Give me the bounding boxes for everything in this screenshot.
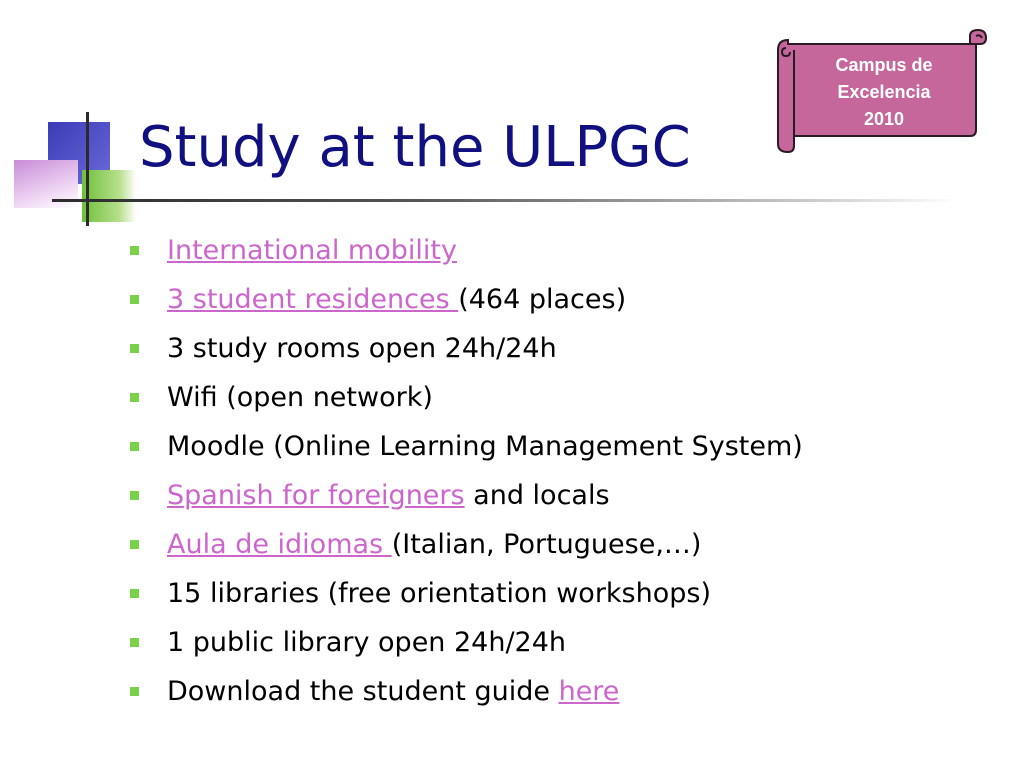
square-bullet-icon xyxy=(130,589,139,598)
badge-line-2: Excelencia xyxy=(837,82,931,102)
list-item xyxy=(128,275,803,324)
list-item xyxy=(128,667,803,716)
list-item-text: 1 public library open 24h/24h xyxy=(167,627,567,658)
list-item-text: and locals xyxy=(464,480,610,511)
list-item-text: Download the student guide xyxy=(167,676,559,707)
list-item-text: Moodle (Online Learning Management System) xyxy=(167,431,803,462)
list-item-text: 15 libraries (free orientation workshops) xyxy=(167,578,711,609)
list-item xyxy=(128,226,803,275)
decorative-vertical-line xyxy=(86,112,89,226)
badge-line-3: 2010 xyxy=(863,109,905,129)
square-bullet-icon xyxy=(130,246,139,255)
list-item xyxy=(128,373,803,422)
list-item xyxy=(128,471,803,520)
student-guide-here-link[interactable]: here xyxy=(558,676,620,707)
list-item-text: (464 places) xyxy=(458,284,627,315)
list-item xyxy=(128,618,803,667)
aula-de-idiomas-link[interactable]: Aula de idiomas xyxy=(167,529,392,560)
square-bullet-icon xyxy=(130,393,139,402)
square-bullet-icon xyxy=(130,687,139,696)
square-bullet-icon xyxy=(130,638,139,647)
square-bullet-icon xyxy=(130,491,139,500)
campus-badge-text xyxy=(796,52,972,133)
slide-title: Study at the ULPGC xyxy=(139,115,691,180)
list-item xyxy=(128,324,803,373)
square-bullet-icon xyxy=(130,442,139,451)
list-item xyxy=(128,569,803,618)
student-residences-link[interactable]: 3 student residences xyxy=(167,284,459,315)
list-item-text: (Italian, Portuguese,…) xyxy=(391,529,702,560)
list-item xyxy=(128,520,803,569)
list-item-text: 3 study rooms open 24h/24h xyxy=(167,333,557,364)
square-bullet-icon xyxy=(130,344,139,353)
bullet-list xyxy=(128,226,803,716)
list-item xyxy=(128,422,803,471)
international-mobility-link[interactable]: International mobility xyxy=(167,235,457,266)
square-bullet-icon xyxy=(130,295,139,304)
spanish-for-foreigners-link[interactable]: Spanish for foreigners xyxy=(167,480,465,511)
square-bullet-icon xyxy=(130,540,139,549)
badge-line-1: Campus de xyxy=(835,55,933,75)
decorative-green-square xyxy=(82,170,136,222)
title-underline xyxy=(52,199,958,202)
list-item-text: Wifi (open network) xyxy=(167,382,433,413)
